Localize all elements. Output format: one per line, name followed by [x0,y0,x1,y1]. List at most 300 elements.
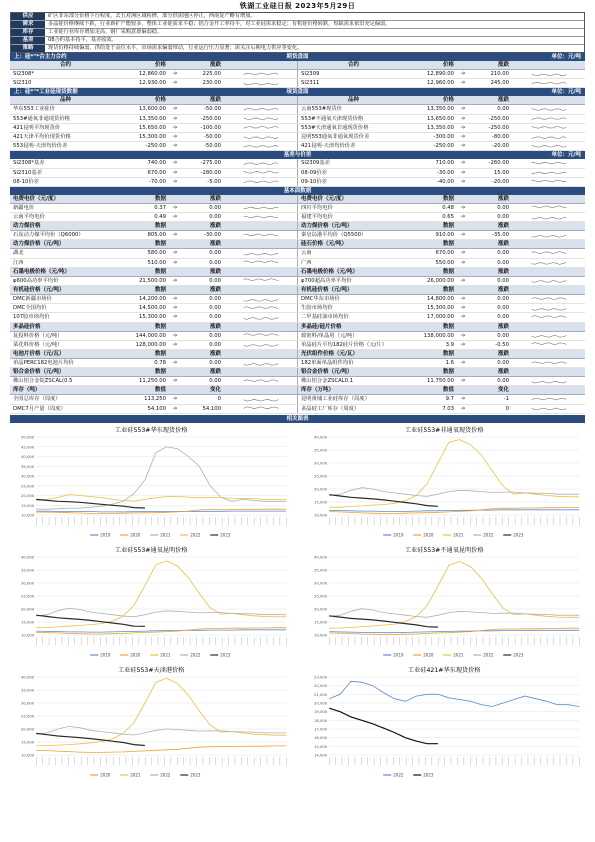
sparkline-cell [512,332,585,340]
item-name: 云南 [301,250,312,257]
sparkline [242,360,280,367]
item-name: SI2309 [301,71,320,77]
sparkline [530,143,568,150]
arrow-icon: ➔ [172,123,178,131]
header-group [298,368,585,376]
legend-label: 2021 [452,532,463,538]
report-page [10,0,585,783]
data-cell-group [298,79,585,87]
arrow-icon: ➔ [172,177,178,185]
item-value: 15,300.00 [427,305,454,312]
sparkline-cell [512,169,585,177]
summary-text: 矿区非东部分价格下行程度，去五对洲区域检修，部分供需地区停止，西南复产略有增加。 [48,13,256,19]
table-row [10,159,585,168]
sparkline [530,305,568,312]
chart-svg [10,423,293,543]
table-row [10,231,585,240]
data-cell-group [298,142,585,150]
futures-section-header [10,53,585,61]
sparkline [530,214,568,221]
legend-label: 2022 [482,532,493,538]
item-value: 1.6 [445,359,454,366]
sparkline-cell [224,405,297,413]
legend-label: 2022 [190,532,201,538]
item-change: 0.00 [497,259,509,266]
report-title: 铁湖工业硅日报 2023年5月29日 [239,2,356,10]
arrow-icon: ➔ [460,105,466,113]
series-line [329,561,579,628]
item-name: DMC新疆市场价 [13,296,52,302]
item-change: 0.00 [209,378,221,385]
item-name: 昆明553通氧非通氧现货价差 [301,133,370,140]
header-change: 涨跌 [209,350,221,357]
y-tick-label: 25,000 [20,482,35,488]
table-row [10,70,585,79]
item-change: -50.00 [203,133,221,140]
header-value: 价格 [154,97,166,104]
sparkline-cell [224,231,297,239]
item-change: -260.00 [488,160,509,167]
item-name: SI2310 [13,80,32,87]
chart-title: 工业硅553#华东现货价格 [114,426,188,434]
arrow-icon: ➔ [460,213,466,221]
header-name: 品种 [59,97,71,104]
legend-label: 2023 [190,772,201,778]
item-change: 0.00 [209,305,221,312]
data-cell-group [298,124,585,132]
header-spacer [457,368,469,376]
item-name: 新疆电价 [13,204,35,211]
item-name: 二甲基硅油市场均价 [301,314,349,321]
header-name: 电池片价格（元/瓦） [13,350,65,357]
legend-label: 2021 [452,652,463,658]
item-value: -300.00 [433,133,454,140]
y-tick-label: 30,000 [313,580,327,586]
legend-label: 2020 [422,652,433,658]
item-change: -50.00 [203,106,221,113]
item-change: -30.00 [203,232,221,239]
sparkline [530,115,568,122]
data-cell-group [10,79,298,87]
item-change: 0.00 [497,314,509,321]
sparkline [242,332,280,339]
legend-label: 2022 [392,772,403,778]
item-name: 湖北 [13,250,24,257]
header-name: 铝合金价格（元/吨） [301,369,353,376]
y-tick-label: 21,000 [313,691,327,697]
header-value: 数据 [154,350,166,357]
y-tick-label: 20,000 [20,726,35,732]
header-spacer [457,268,469,276]
y-tick-label: 18,000 [313,717,327,723]
fundamentals-section-header [10,187,585,195]
header-value: 数据 [442,223,454,230]
line-chart [303,663,586,783]
item-value: 26,000.00 [427,277,454,284]
item-value: 17,000.00 [427,314,454,321]
data-cell-group [298,277,585,285]
header-value: 数据 [154,268,166,275]
item-value: 113,250 [144,396,166,403]
sparkline [242,405,280,412]
item-change: 0.00 [497,305,509,312]
table-row [10,169,585,178]
item-name: SI2311 [301,80,320,87]
item-change: 0.00 [209,204,221,211]
item-name: DMC全国均价 [13,305,47,312]
series-line [329,708,438,744]
item-value: 144,000.00 [135,332,166,339]
data-cell-group [298,259,585,267]
item-name: 多晶硅工厂库存（周度） [301,405,360,412]
item-name: 云南553#现货价 [301,106,343,113]
y-tick-label: 30,000 [20,700,35,706]
header-group [298,323,585,331]
item-name: 单晶硅片平均182硅片价格（元/片） [301,341,388,348]
arrow-icon: ➔ [460,159,466,167]
y-tick-label: 20,000 [313,700,327,706]
item-change: 0.00 [497,332,509,339]
spot-section-title: 现货盘面 [286,89,309,96]
data-cell-group [10,178,298,186]
legend-label: 2021 [160,532,171,538]
data-cell-group [10,133,298,141]
summary-row [11,44,584,52]
sparkline-cell [512,249,585,257]
item-name: 553昆明-天津均价价差 [13,143,68,150]
data-cell-group [10,105,298,113]
spot-unit: 单位：元/吨 [551,89,581,96]
sparkline-cell [224,178,297,186]
sparkline [530,296,568,303]
header-value: 数值 [442,387,454,394]
header-name: 多晶硅价格 [13,323,41,330]
table-row [10,204,585,213]
data-cell-group [10,395,298,403]
arrow-icon: ➔ [172,258,178,266]
series-line [36,733,145,745]
arrow-icon: ➔ [460,123,466,131]
data-cell-group [10,124,298,132]
header-value: 数据 [154,241,166,248]
table-header-row [10,222,585,231]
y-tick-label: 35,000 [313,567,327,573]
header-change: 涨跌 [209,97,221,104]
arrow-icon: ➔ [460,295,466,302]
item-change: -280.00 [200,169,221,176]
sparkline [242,296,280,303]
sparkline-cell [224,142,297,150]
series-line [36,511,286,512]
summary-label: 策略 [11,45,45,52]
y-tick-label: 20,000 [20,492,35,498]
sparkline-cell [224,304,297,312]
header-change: 变化 [497,387,509,394]
item-value: 15,300.00 [139,133,166,140]
header-name: 动力煤价格（元/吨） [301,223,353,230]
summary-text: 工业硅行业库存增加走高，钢厂采购意愿偏弱稳。 [48,29,163,35]
item-change: 0.00 [209,359,221,366]
item-change: 0.00 [209,332,221,339]
table-row [10,79,585,88]
item-change: 0.00 [209,296,221,302]
sparkline [242,341,280,348]
spot-section-header [10,88,585,96]
data-cell-group [298,341,585,349]
header-value: 数据 [442,241,454,248]
item-name: 421昆明-天津均价价差 [301,143,356,150]
sparkline-cell [512,124,585,132]
y-tick-label: 35,000 [20,463,35,469]
item-name: 553#不通氧天津现货价格 [301,115,364,122]
table-row [10,277,585,286]
header-value: 数据 [154,195,166,202]
chart-title: 工业硅421#华东现货价格 [407,666,481,674]
header-value: 数据 [442,369,454,376]
header-value: 价格 [442,62,454,68]
arrow-icon: ➔ [172,395,178,403]
sparkline-cell [512,341,585,349]
arrow-icon: ➔ [172,358,178,366]
item-value: 510.00 [147,259,166,266]
header-value: 数据 [442,287,454,293]
sparkline-cell [512,377,585,385]
item-value: 13,350.00 [139,115,166,122]
sparkline [242,305,280,312]
item-name: 佛山铝合金ZSCAL0.1 [301,378,354,385]
item-value: 13,350.00 [427,124,454,131]
data-cell-group [10,332,298,340]
sparkline-cell [224,169,297,177]
table-row [10,295,585,304]
charts-grid [10,423,585,783]
header-spacer [457,195,469,203]
header-group [298,350,585,358]
table-header-row [10,61,585,70]
line-chart [10,663,293,783]
item-value: 0.78 [154,359,166,366]
arrow-icon: ➔ [172,276,178,284]
header-group [298,268,585,276]
item-value: 3.9 [445,341,454,348]
header-value: 价格 [442,97,454,104]
item-change: 0.00 [497,378,509,385]
y-tick-label: 20,000 [313,606,327,612]
data-cell-group [10,231,298,239]
header-name: 合约 [59,62,71,68]
header-group [10,240,298,248]
series-line [329,681,579,706]
item-value: 710.00 [435,160,454,167]
sparkline-cell [224,115,297,123]
item-value: 740.00 [147,160,166,167]
arrow-icon: ➔ [460,404,466,412]
summary-text: 08合约基本持平，基差收敛。 [48,37,117,43]
y-tick-label: 35,000 [313,447,327,453]
sparkline-cell [224,213,297,221]
item-value: 15,300.00 [139,314,166,321]
header-name: 库存（吨） [13,387,41,394]
item-name: 182单面单晶组件均价 [301,359,354,366]
data-cell-group [298,395,585,403]
sparkline-cell [512,295,585,303]
arrow-icon: ➔ [172,142,178,150]
item-change: 210.00 [490,71,509,77]
header-group [10,286,298,294]
arrow-icon: ➔ [172,213,178,221]
header-change: 涨跌 [497,323,509,330]
table-header-row [10,195,585,204]
item-value: 580.00 [147,250,166,257]
sparkline-cell [224,133,297,141]
header-name: 品种 [347,97,359,104]
sparkline [242,160,280,167]
item-name: 421昆明平均现货价 [13,124,61,131]
y-tick-label: 10,000 [20,632,35,638]
table-header-row [10,386,585,395]
sparkline [242,169,280,176]
header-group [10,195,298,203]
item-name: 08-09价差 [301,169,327,176]
arrow-icon: ➔ [460,231,466,239]
table-row [10,405,585,414]
item-name: DMC华东市场价 [301,296,340,302]
item-change: -275.00 [200,160,221,167]
legend-label: 2022 [160,772,171,778]
legend-label: 2019 [100,652,111,658]
header-name: 有机硅价格（元/吨） [301,287,353,293]
item-name: 江西 [13,259,24,266]
table-header-row [10,350,585,359]
header-value: 数据 [442,195,454,202]
item-value: 12,890.00 [427,71,454,77]
table-header-row [10,96,585,105]
y-tick-label: 25,000 [20,593,35,599]
item-change: 0.00 [209,259,221,266]
item-name: 华东553工业硅价 [13,106,55,113]
sparkline [530,314,568,321]
legend-label: 2022 [482,652,493,658]
header-group [298,222,585,230]
sparkline [530,250,568,257]
data-cell-group [298,159,585,167]
arrow-icon: ➔ [460,168,466,176]
data-cell-group [298,377,585,385]
sparkline [530,178,568,185]
related-charts-title: 相关图表 [10,415,585,423]
spot-left-label: 上：硅*"*工业硅现货数据 [14,89,78,96]
legend-label: 2022 [190,652,201,658]
sparkline [242,71,280,78]
header-spacer [457,286,469,294]
header-group [298,386,585,394]
data-cell-group [10,115,298,123]
sparkline [242,232,280,239]
item-name: 553#通氧非通现货价格 [13,115,70,122]
legend-label: 2020 [130,532,141,538]
table-header-row [10,368,585,377]
header-spacer [169,386,181,394]
data-cell-group [10,142,298,150]
header-spacer [457,222,469,230]
arrow-icon: ➔ [460,313,466,321]
header-value: 数据 [154,323,166,330]
sparkline [530,360,568,367]
arrow-icon: ➔ [460,79,466,87]
legend-label: 2023 [220,532,231,538]
arrow-icon: ➔ [172,79,178,87]
arrow-icon: ➔ [460,114,466,122]
item-change: -250.00 [200,115,221,122]
item-name: SI2308*基差 [13,160,45,167]
series-line [36,746,286,753]
data-cell-group [10,213,298,221]
sparkline-cell [512,105,585,113]
sparkline [530,341,568,348]
y-tick-label: 17,000 [313,726,327,732]
item-value: 0.48 [442,204,454,211]
header-group [10,350,298,358]
table-row [10,313,585,322]
arrow-icon: ➔ [172,295,178,302]
chart-svg [303,663,586,783]
sparkline-cell [224,295,297,303]
table-row [10,332,585,341]
y-tick-label: 20,000 [20,606,35,612]
data-cell-group [10,341,298,349]
sparkline-cell [512,405,585,413]
summary-row [11,13,584,20]
arrow-icon: ➔ [460,395,466,403]
arrow-icon: ➔ [172,404,178,412]
legend-label: 2021 [160,652,171,658]
sparkline-cell [512,313,585,321]
data-cell-group [10,277,298,285]
header-spacer [169,195,181,203]
table-row [10,213,585,222]
y-tick-label: 15,000 [313,619,327,625]
table-header-row [10,323,585,332]
item-name: 08-10价差 [13,178,39,185]
item-change: 0.00 [497,250,509,257]
sparkline [242,106,280,113]
header-change: 涨跌 [497,62,509,68]
header-name: 石墨电极价格（元/吨） [301,268,359,275]
arrow-icon: ➔ [460,142,466,150]
item-name: 佛山铝合金锭ZSCAL(0.5 [13,378,73,385]
item-value: 0.37 [154,204,166,211]
data-cell-group [298,178,585,186]
sparkline-cell [224,204,297,212]
header-change: 涨跌 [497,241,509,248]
sparkline [242,250,280,257]
legend-label: 2023 [512,532,523,538]
item-change: -20.00 [491,178,509,185]
fundamentals-table [10,195,585,414]
sparkline [530,405,568,412]
header-group [298,195,585,203]
item-name: φ700超高功率平均价 [301,277,352,284]
data-cell-group [10,295,298,303]
item-change: 15.00 [493,169,509,176]
sparkline-cell [224,105,297,113]
item-change: 245.00 [490,80,509,87]
item-change: -1 [503,396,509,403]
item-value: 13,650.00 [427,115,454,122]
arrow-icon: ➔ [172,105,178,113]
y-tick-label: 40,000 [313,434,327,440]
data-cell-group [10,405,298,413]
